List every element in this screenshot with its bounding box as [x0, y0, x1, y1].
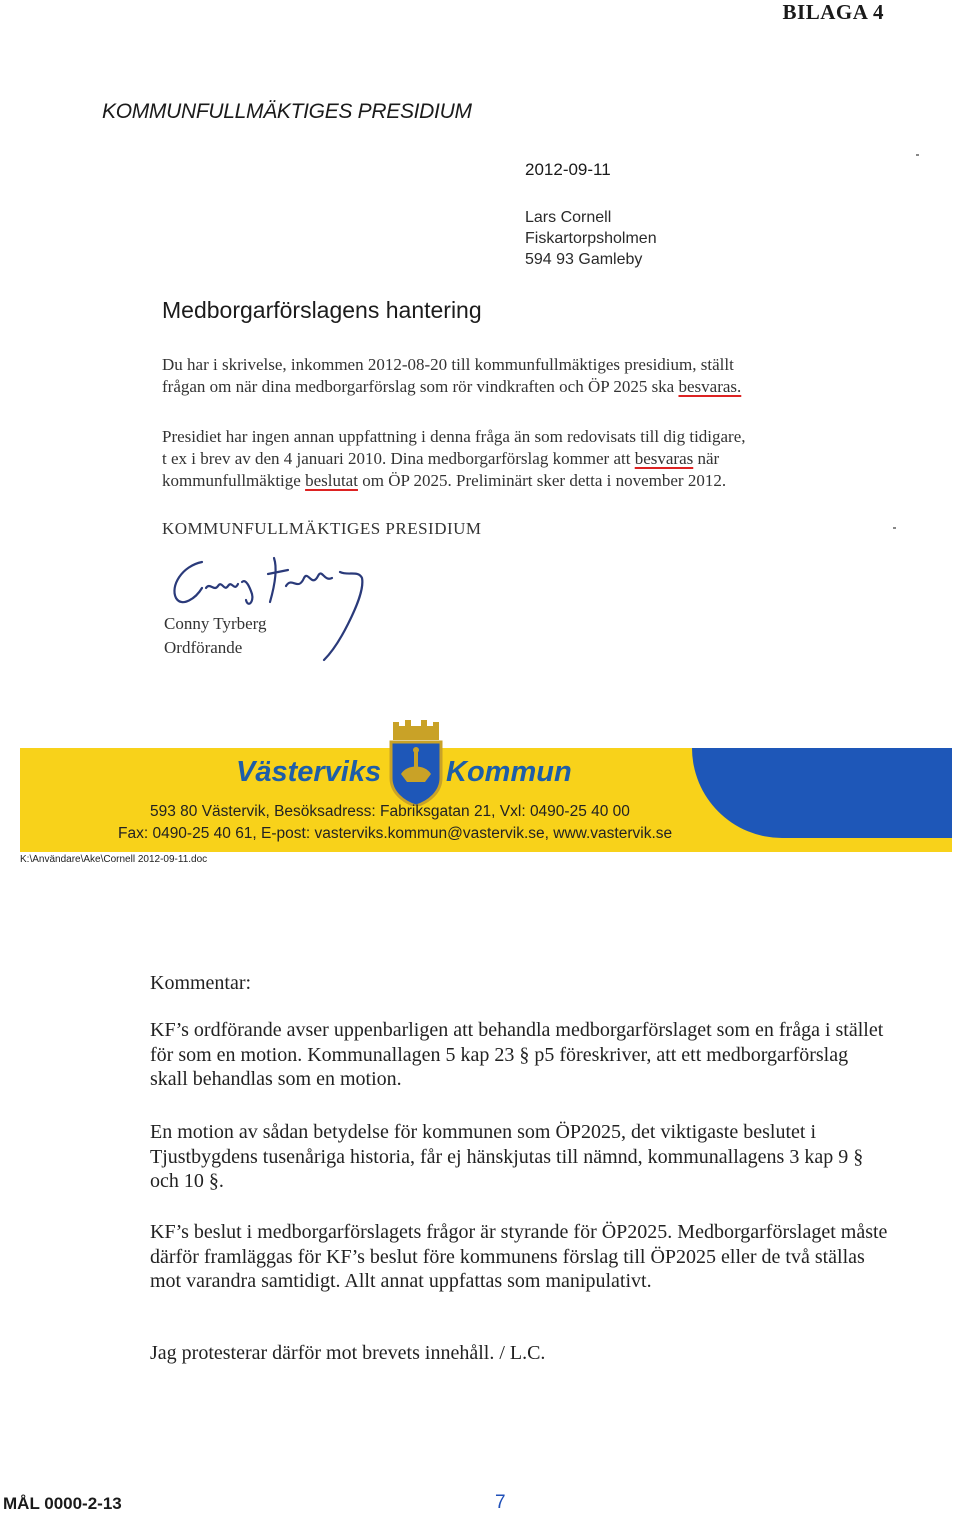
para2-line3 — [162, 470, 852, 492]
letter-paragraph-2 — [162, 426, 852, 492]
para1-line2 — [162, 376, 852, 398]
brand-name-left: Västerviks — [236, 756, 382, 788]
signer-title: Ordförande — [164, 638, 243, 657]
para2-line3-text: kommunfullmäktige — [162, 471, 306, 490]
para2-line1: Presidiet har ingen annan uppfattning i denna fråga än som redovisats till dig tidigare, — [162, 427, 746, 446]
letter-paragraph-1 — [162, 354, 852, 398]
letter-subject: Medborgarförslagens hantering — [162, 297, 482, 323]
para2-line2-end: när — [693, 449, 720, 468]
footer-contact: Fax: 0490-25 40 61, E-post: vasterviks.kommun@vastervik.se, www.vastervik.se — [118, 825, 673, 842]
page-number: 7 — [495, 1492, 506, 1513]
case-reference: MÅL 0000-2-13 — [3, 1494, 122, 1513]
brand-name-right: Kommun — [446, 756, 572, 788]
scan-speck — [893, 527, 896, 529]
comment-paragraph-2: En motion av sådan betydelse för kommunen som ÖP2025, det viktigaste beslutet i Tjustbygdens tusenåriga historia, får ej hänskjutas till nämnd, kommunallagens 3 kap 9 § och 10 §. — [150, 1121, 864, 1192]
recipient-name: Lars Cornell — [525, 209, 612, 226]
para2-line3-end: om ÖP 2025. Preliminärt sker detta i november 2012. — [357, 471, 727, 490]
underlined-besvaras: besvaras. — [678, 377, 742, 396]
document-file-path: K:\Användare\Ake\Cornell 2012-09-11.doc — [20, 854, 208, 865]
underlined-besvaras: besvaras — [634, 449, 694, 468]
footer-banner-blue-shape — [692, 748, 952, 838]
comment-paragraph-3: KF’s beslut i medborgarförslagets frågor är styrande för ÖP2025. Medborgarförslaget måste därför framläggas för KF’s beslut före kommunens förslag till ÖP2025 eller de två ställas mot varandra samtidigt. Allt annat uppfattas som manipulativt. — [150, 1221, 888, 1292]
para2-line2-text: t ex i brev av den 4 januari 2010. Dina medborgarförslag kommer att — [162, 449, 635, 468]
signer-name: Conny Tyrberg — [164, 614, 267, 633]
recipient-street: Fiskartorpsholmen — [525, 230, 657, 247]
comment-label: Kommentar: — [150, 972, 252, 994]
recipient-address — [525, 207, 657, 270]
attachment-label: BILAGA 4 — [782, 0, 884, 24]
underlined-beslutat: beslutat — [305, 471, 358, 490]
recipient-postal: 594 93 Gamleby — [525, 251, 643, 268]
letter-date: 2012-09-11 — [525, 160, 611, 179]
para1-line1: Du har i skrivelse, inkommen 2012-08-20 till kommunfullmäktiges presidium, ställt — [162, 355, 734, 374]
comment-paragraph-1: KF’s ordförande avser uppenbarligen att behandla medborgarförslaget som en fråga i stället för som en motion. Kommunallagen 5 kap 23 § p5 föreskriver, att ett medborgarförslag skall behandlas som en motion. — [150, 1019, 884, 1090]
para2-line2 — [162, 448, 852, 470]
footer-address: 593 80 Västervik, Besöksadress: Fabriksgatan 21, Vxl: 0490-25 40 00 — [150, 803, 630, 820]
municipal-crest-icon — [385, 720, 447, 806]
signature-block-title: KOMMUNFULLMÄKTIGES PRESIDIUM — [162, 519, 482, 538]
comment-paragraph-4: Jag protesterar därför mot brevets innehåll. / L.C. — [150, 1342, 546, 1364]
para1-line2-text: frågan om när dina medborgarförslag som rör vindkraften och ÖP 2025 ska — [162, 377, 679, 396]
letter-org-header: KOMMUNFULLMÄKTIGES PRESIDIUM — [102, 100, 472, 123]
scan-speck — [916, 154, 919, 156]
